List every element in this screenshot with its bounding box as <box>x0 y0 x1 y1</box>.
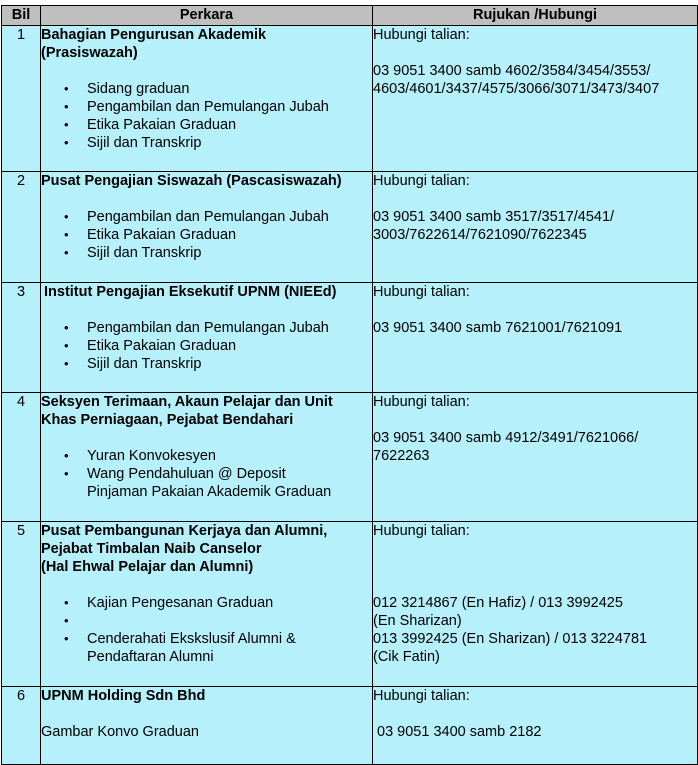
perkara-cell <box>41 687 373 765</box>
contact-label: Hubungi talian: <box>373 394 470 410</box>
table-row <box>2 283 698 393</box>
header-bil: Bil <box>2 6 41 26</box>
perkara-cell <box>41 26 373 172</box>
section-title: UPNM Holding Sdn Bhd <box>41 688 206 704</box>
contact-cell <box>373 283 698 393</box>
row-number: 4 <box>2 393 41 522</box>
item-list <box>41 208 372 262</box>
list-item: • Etika Pakaian Graduan <box>87 116 372 134</box>
item-list <box>41 319 372 373</box>
section-title: Bahagian Pengurusan Akademik (Prasiswazah) <box>41 27 267 61</box>
row-number: 6 <box>2 687 41 765</box>
perkara-cell <box>41 172 373 283</box>
list-item: • Wang Pendahuluan @ Deposit Pinjaman Pakaian Akademik Graduan <box>87 465 372 501</box>
contact-line: 4603/4601/3437/4575/3066/3071/3473/3407 <box>373 81 660 97</box>
perkara-cell <box>41 283 373 393</box>
section-title: Pusat Pembangunan Kerjaya dan Alumni, Pejabat Timbalan Naib Canselor (Hal Ehwal Pelajar dan Alumni) <box>41 523 328 575</box>
contact-line: 3003/7622614/7621090/7622345 <box>373 227 587 243</box>
perkara-cell <box>41 393 373 522</box>
contact-cell <box>373 522 698 687</box>
row-number: 1 <box>2 26 41 172</box>
contact-cell <box>373 172 698 283</box>
perkara-cell <box>41 522 373 687</box>
list-item: • Sidang graduan <box>87 80 372 98</box>
contact-label: Hubungi talian: <box>373 523 470 539</box>
list-item: • Etika Pakaian Graduan <box>87 337 372 355</box>
table-row <box>2 393 698 522</box>
header-perkara: Perkara <box>41 6 373 26</box>
list-item: • Kajian Pengesanan Graduan <box>87 594 372 612</box>
row-number: 2 <box>2 172 41 283</box>
row-number: 5 <box>2 522 41 687</box>
contact-line: 03 9051 3400 samb 4912/3491/7621066/ <box>373 430 639 446</box>
contact-table <box>1 5 698 765</box>
section-title: Pusat Pengajian Siswazah (Pascasiswazah) <box>41 173 342 189</box>
table-row <box>2 522 698 687</box>
list-item: • Pengambilan dan Pemulangan Jubah <box>87 98 372 116</box>
list-item: • Sijil dan Transkrip <box>87 244 372 262</box>
section-title: Institut Pengajian Eksekutif UPNM (NIEEd) <box>44 284 337 300</box>
row-number: 3 <box>2 283 41 393</box>
contact-label: Hubungi talian: <box>373 688 470 704</box>
contact-label: Hubungi talian: <box>373 284 470 300</box>
contact-line: 03 9051 3400 samb 3517/3517/4541/ <box>373 209 615 225</box>
contact-line: 7622263 <box>373 448 430 464</box>
contact-line: 03 9051 3400 samb 4602/3584/3454/3553/ <box>373 63 651 79</box>
header-rujukan: Rujukan /Hubungi <box>373 6 698 26</box>
contact-cell <box>373 26 698 172</box>
contact-line: 03 9051 3400 samb 2182 <box>377 724 542 740</box>
list-item: • Cenderahati Ekskslusif Alumni & Pendaftaran Alumni <box>87 630 372 666</box>
list-item: • Pengambilan dan Pemulangan Jubah <box>87 208 372 226</box>
table-row <box>2 26 698 172</box>
contact-line: 012 3214867 (En Hafiz) / 013 3992425 <box>373 595 623 611</box>
list-item: • Sijil dan Transkrip <box>87 355 372 373</box>
subtitle: Gambar Konvo Graduan <box>41 724 199 740</box>
list-item: • Etika Pakaian Graduan <box>87 226 372 244</box>
section-title: Seksyen Terimaan, Akaun Pelajar dan Unit Khas Perniagaan, Pejabat Bendahari <box>41 394 333 428</box>
list-item: • Pengambilan dan Pemulangan Jubah <box>87 319 372 337</box>
contact-line: 013 3992425 (En Sharizan) / 013 3224781 <box>373 631 648 647</box>
contact-cell <box>373 687 698 765</box>
item-list <box>41 447 372 501</box>
contact-line: (En Sharizan) <box>373 613 462 629</box>
contact-label: Hubungi talian: <box>373 173 470 189</box>
item-list <box>41 80 372 152</box>
contact-line: (Cik Fatin) <box>373 649 440 665</box>
item-list <box>41 594 372 666</box>
contact-line: 03 9051 3400 samb 7621001/7621091 <box>373 320 623 336</box>
header-row <box>2 6 698 26</box>
table-row <box>2 172 698 283</box>
list-item: • Sijil dan Transkrip <box>87 134 372 152</box>
table-row <box>2 687 698 765</box>
contact-label: Hubungi talian: <box>373 27 470 43</box>
list-item: • Yuran Konvokesyen <box>87 447 372 465</box>
contact-cell <box>373 393 698 522</box>
